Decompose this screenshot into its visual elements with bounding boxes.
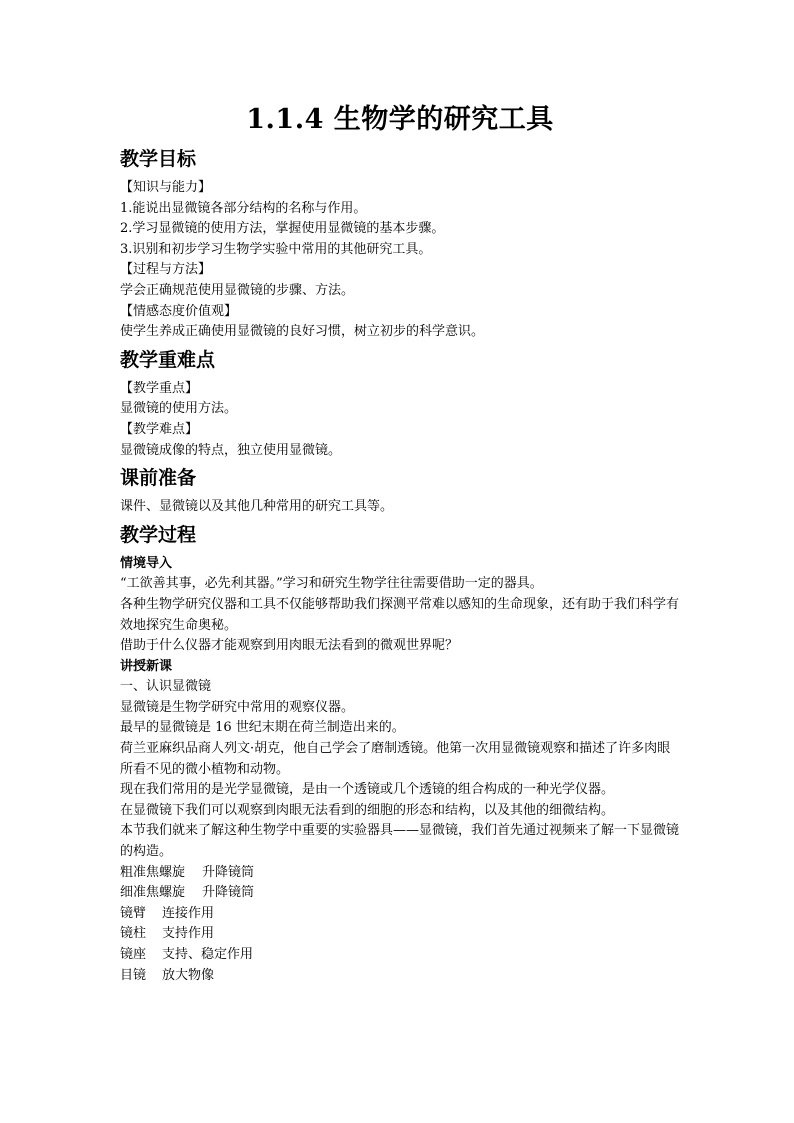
goals-line: 【知识与能力】 xyxy=(120,180,212,195)
part-row xyxy=(120,904,680,925)
keypoints-line: 【教学难点】 xyxy=(120,421,199,437)
section-heading-goals: 教学目标 xyxy=(120,148,197,170)
intro-line: “工欲善其事，必先利其器。”学习和研究生物学往往需要借助一定的器具。 xyxy=(120,576,543,592)
lesson-line: 现在我们常用的是光学显微镜，是由一个透镜或几个透镜的组合构成的一种光学仪器。 xyxy=(120,782,615,798)
lesson-line: 最早的显微镜是 16 世纪末期在荷兰制造出来的。 xyxy=(120,720,405,736)
part-row xyxy=(120,924,680,945)
part-name: 镜座 xyxy=(120,947,147,962)
lesson-line: 荷兰亚麻织品商人列文·胡克，他自己学会了磨制透镜。他第一次用显微镜观察和描述了许多肉眼所看不见的微小植物和动物。 xyxy=(120,741,671,777)
lesson-line: 一、认识显微镜 xyxy=(120,679,212,695)
part-row xyxy=(120,966,680,987)
section-heading-prep: 课前准备 xyxy=(120,467,197,490)
lesson-line: 显微镜是生物学研究中常用的观察仪器。 xyxy=(120,699,355,715)
keypoints-line: 显微镜成像的特点，独立使用显微镜。 xyxy=(120,442,342,458)
intro-line: 各种生物学研究仪器和工具不仅能够帮助我们探测平常难以感知的生命现象，还有助于我们科学有效地探究生命奥秘。 xyxy=(120,596,680,633)
part-name: 镜臂 xyxy=(120,905,147,921)
prep-line: 课件、显微镜以及其他几种常用的研究工具等。 xyxy=(120,499,394,515)
section-heading-keypoints: 教学重难点 xyxy=(120,348,216,371)
intro-line: 借助于什么仪器才能观察到用肉眼无法看到的微观世界呢？ xyxy=(120,638,459,654)
part-row xyxy=(120,945,680,966)
goals-line: 【情感态度价值观】 xyxy=(120,303,238,319)
keypoints-line: 【教学重点】 xyxy=(120,380,199,396)
keypoints-line: 显微镜的使用方法。 xyxy=(120,401,238,417)
part-function: 连接作用 xyxy=(162,905,215,921)
goals-line: 2.学习显微镜的使用方法，掌握使用显微镜的基本步骤。 xyxy=(120,221,445,237)
part-function: 放大物像 xyxy=(162,967,215,983)
goals-line: 3.识别和初步学习生物学实验中常用的其他研究工具。 xyxy=(120,241,432,257)
part-name: 镜柱 xyxy=(120,926,147,942)
part-row xyxy=(120,863,680,884)
lesson-line: 在显微镜下我们可以观察到肉眼无法看到的细胞的形态和结构，以及其他的细微结构。 xyxy=(120,802,615,818)
goals-line: 使学生养成正确使用显微镜的良好习惯，树立初步的科学意识。 xyxy=(120,324,485,340)
document-page xyxy=(120,100,680,986)
goals-line: 学会正确规范使用显微镜的步骤、方法。 xyxy=(120,282,355,298)
part-function: 支持作用 xyxy=(162,926,215,942)
subheading-intro: 情境导入 xyxy=(120,555,173,571)
part-function: 升降镜筒 xyxy=(202,864,255,880)
part-name: 细准焦螺旋 xyxy=(120,885,186,901)
lesson-line: 本节我们就来了解这种生物学中重要的实验器具——显微镜，我们首先通过视频来了解一下显微镜的构造。 xyxy=(120,823,680,860)
page-title: 1.1.4 生物学的研究工具 xyxy=(246,104,554,135)
part-name: 粗准焦螺旋 xyxy=(120,864,186,880)
subheading-new-lesson: 讲授新课 xyxy=(120,658,173,674)
part-function: 升降镜筒 xyxy=(202,885,255,901)
part-function: 支持、稳定作用 xyxy=(162,947,254,962)
section-heading-process: 教学过程 xyxy=(120,523,197,546)
goals-line: 【过程与方法】 xyxy=(120,262,212,278)
part-row xyxy=(120,883,680,904)
part-name: 目镜 xyxy=(120,967,147,983)
goals-line: 1.能说出显微镜各部分结构的名称与作用。 xyxy=(120,200,367,216)
